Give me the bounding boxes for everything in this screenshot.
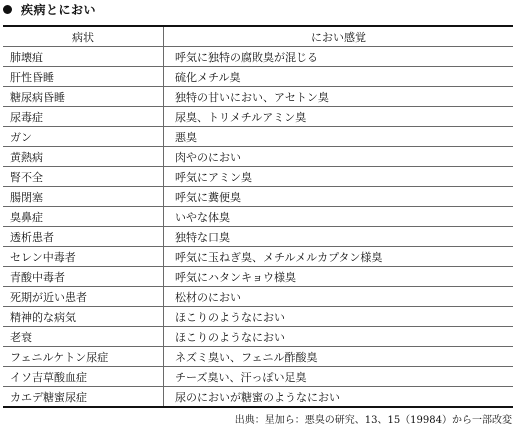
smell-cell: チーズ臭い、汗っぽい足臭 (164, 367, 514, 387)
disease-cell: 腎不全 (3, 167, 164, 187)
disease-cell: フェニルケトン尿症 (3, 347, 164, 367)
smell-cell: 硫化メチル臭 (164, 67, 514, 87)
smell-cell: ほこりのようなにおい (164, 327, 514, 347)
section-heading (0, 0, 96, 18)
disease-cell: 肺壊疽 (3, 47, 164, 67)
smell-cell: 呼気に玉ねぎ臭、メチルメルカプタン様臭 (164, 247, 514, 267)
smell-cell: 肉やのにおい (164, 147, 514, 167)
table-row (3, 267, 513, 287)
disease-cell: イソ吉草酸血症 (3, 367, 164, 387)
disease-cell: 肝性昏睡 (3, 67, 164, 87)
table-row (3, 287, 513, 307)
smell-cell: 悪臭 (164, 127, 514, 147)
disease-cell: 糖尿病昏睡 (3, 87, 164, 107)
table-row (3, 167, 513, 187)
table-row (3, 147, 513, 167)
smell-cell: 呼気にアミン臭 (164, 167, 514, 187)
disease-cell: ガン (3, 127, 164, 147)
smell-cell: 呼気に糞便臭 (164, 187, 514, 207)
disease-cell: 臭鼻症 (3, 207, 164, 227)
section-heading-text: 疾病とにおい (21, 2, 97, 17)
table-row (3, 47, 513, 67)
smell-cell: 尿臭、トリメチルアミン臭 (164, 107, 514, 127)
disease-cell: セレン中毒者 (3, 247, 164, 267)
disease-cell: 黄熱病 (3, 147, 164, 167)
smell-cell: 呼気に独特の腐敗臭が混じる (164, 47, 514, 67)
table-row (3, 307, 513, 327)
table-row (3, 367, 513, 387)
smell-cell: いやな体臭 (164, 207, 514, 227)
table-body (3, 47, 513, 408)
smell-cell: 呼気にハタンキョウ様臭 (164, 267, 514, 287)
column-header-disease: 病状 (3, 26, 164, 47)
source-citation: 出典：星加ら：悪臭の研究、13、15（19984）から一部改変 (234, 415, 512, 426)
table-row (3, 207, 513, 227)
table-row (3, 187, 513, 207)
table-row (3, 327, 513, 347)
table-row (3, 87, 513, 107)
column-header-smell: におい感覚 (164, 26, 514, 47)
table-header-row (3, 26, 513, 47)
disease-cell: カエデ糖蜜尿症 (3, 387, 164, 408)
disease-cell: 青酸中毒者 (3, 267, 164, 287)
bullet-icon (3, 5, 12, 14)
disease-smell-table (3, 25, 513, 408)
table-row (3, 107, 513, 127)
table-row (3, 127, 513, 147)
table-row (3, 247, 513, 267)
smell-cell: 独特な口臭 (164, 227, 514, 247)
disease-cell: 精神的な病気 (3, 307, 164, 327)
disease-cell: 尿毒症 (3, 107, 164, 127)
disease-cell: 透析患者 (3, 227, 164, 247)
disease-cell: 死期が近い患者 (3, 287, 164, 307)
disease-cell: 腸閉塞 (3, 187, 164, 207)
smell-cell: ほこりのようなにおい (164, 307, 514, 327)
smell-cell: 松材のにおい (164, 287, 514, 307)
table-row (3, 347, 513, 367)
smell-cell: 独特の甘いにおい、アセトン臭 (164, 87, 514, 107)
smell-cell: 尿のにおいが糖蜜のようなにおい (164, 387, 514, 408)
table-row (3, 387, 513, 408)
table-row (3, 67, 513, 87)
disease-cell: 老衰 (3, 327, 164, 347)
smell-cell: ネズミ臭い、フェニル酢酸臭 (164, 347, 514, 367)
table-row (3, 227, 513, 247)
